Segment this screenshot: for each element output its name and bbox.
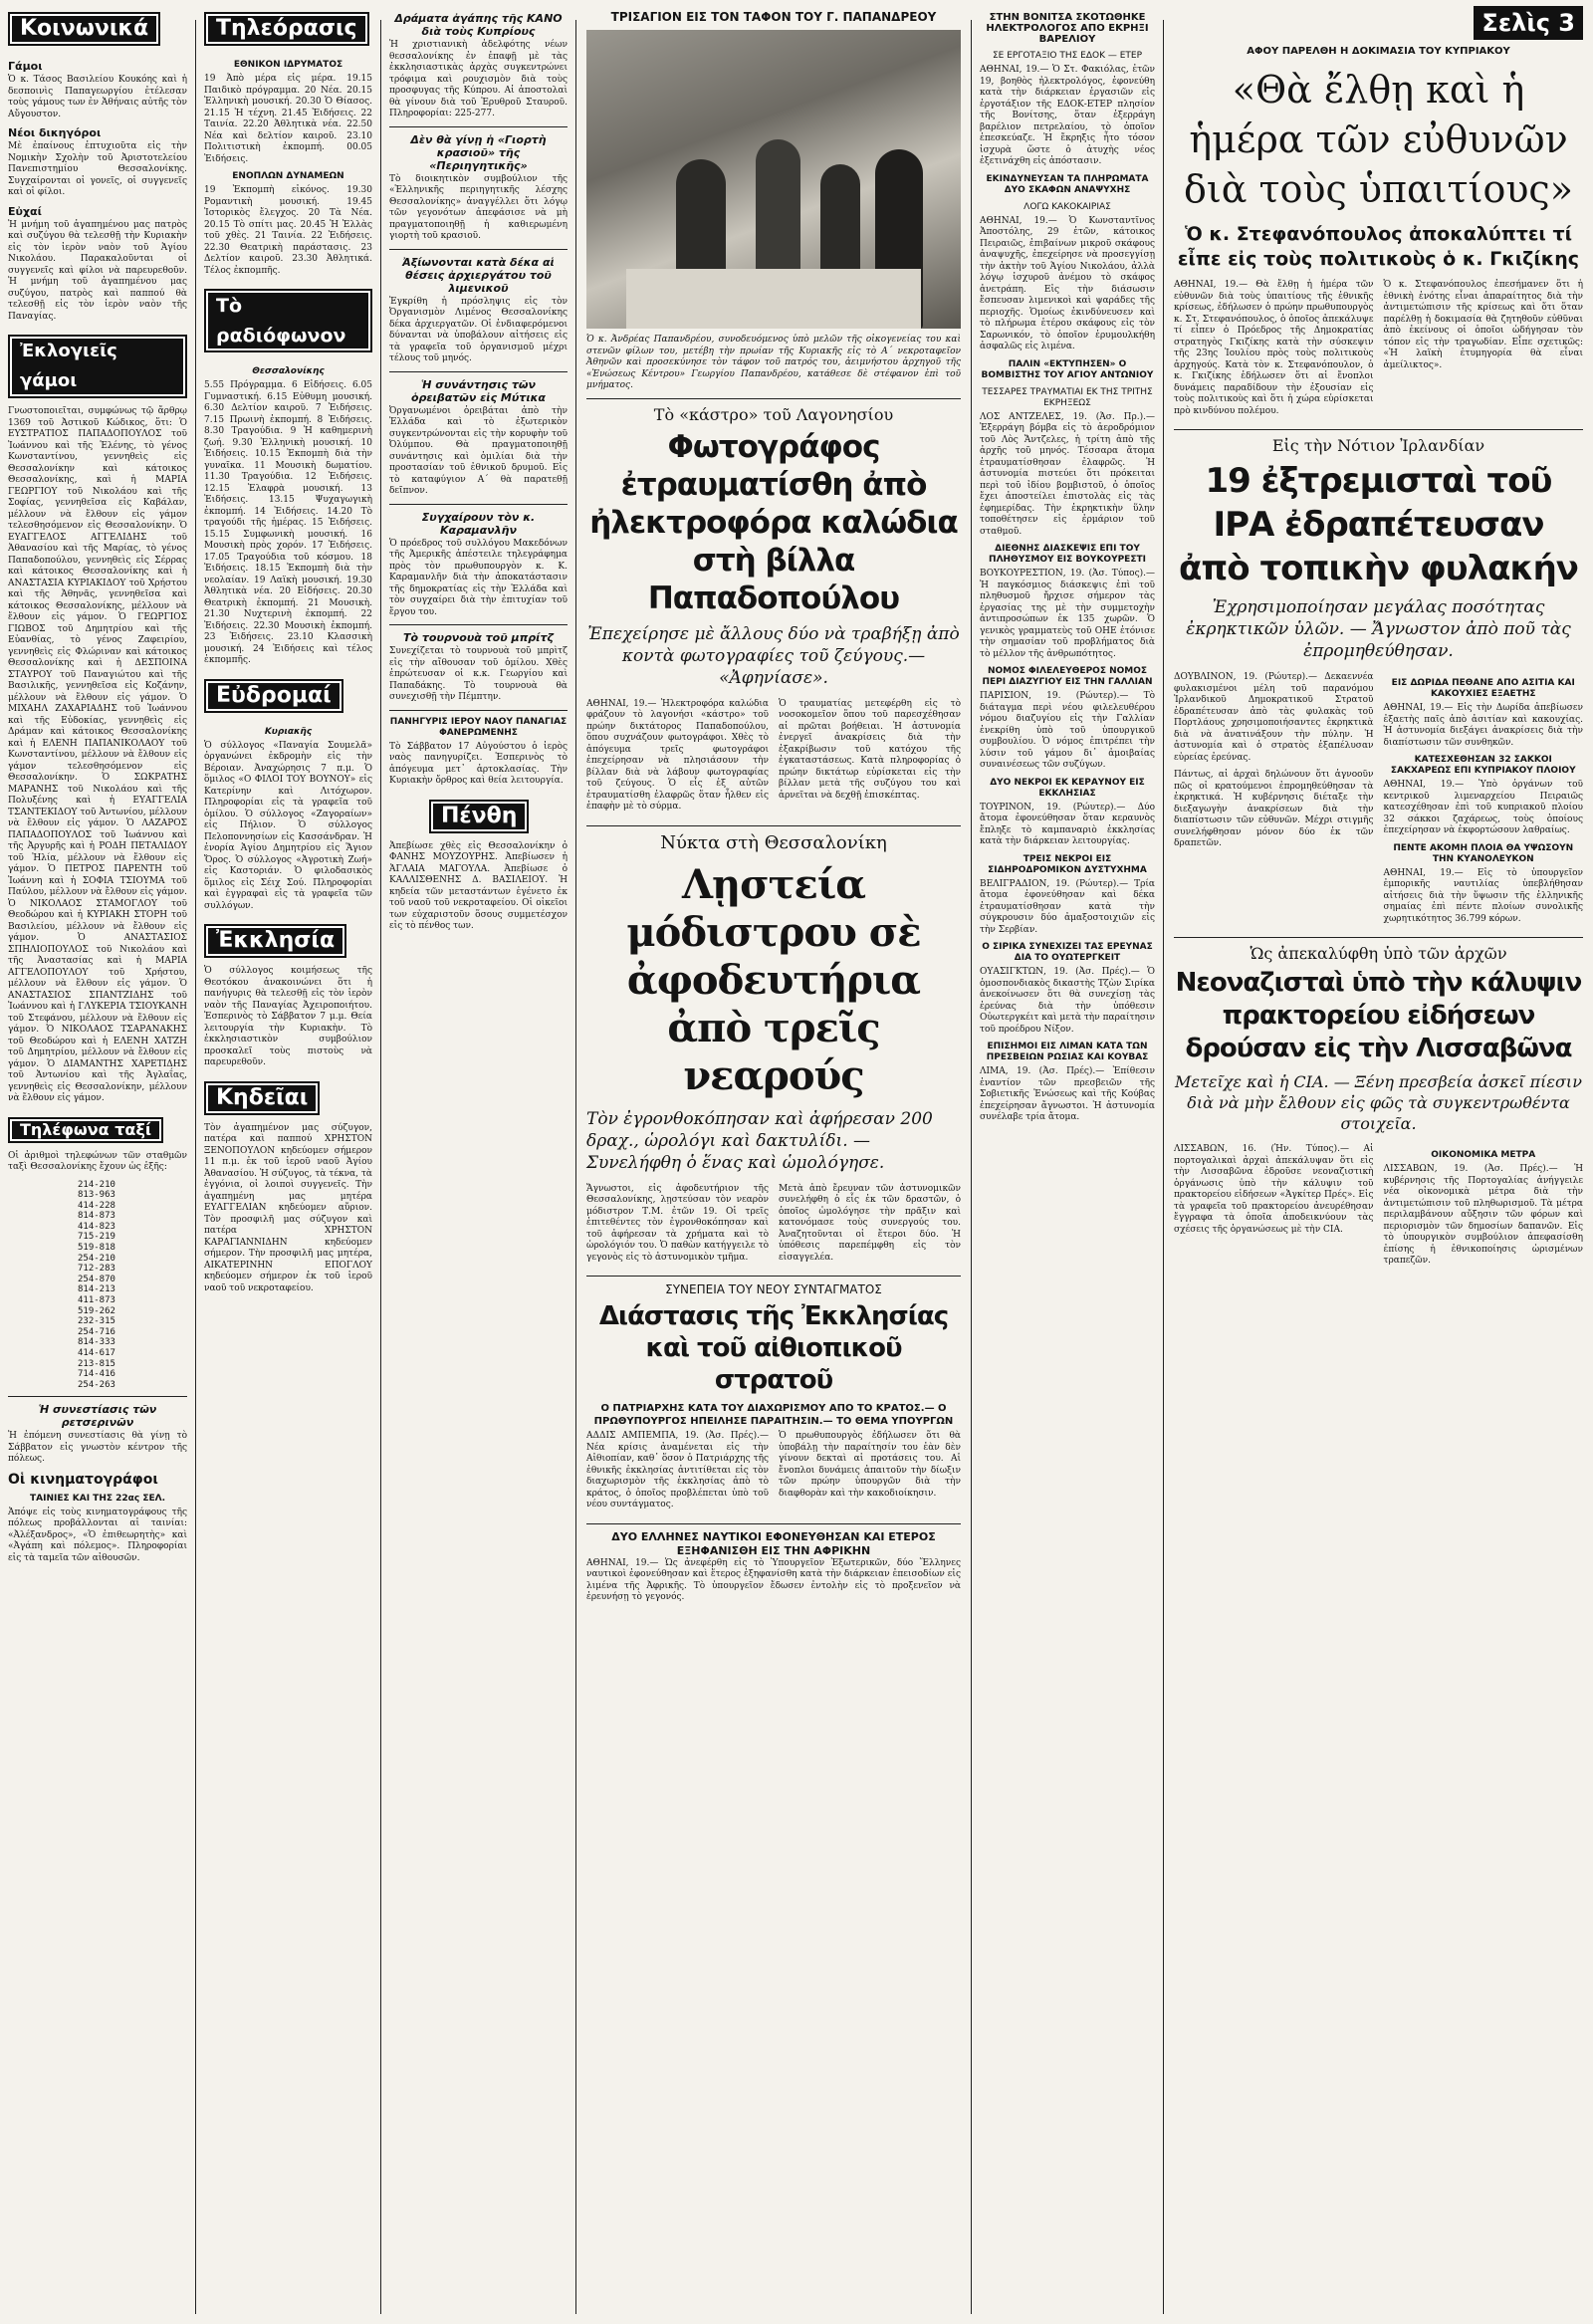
phone-number: 814-213 [78, 1284, 115, 1295]
phone-number: 254-870 [78, 1274, 115, 1284]
banner-radio: Τὸ ραδιόφωνον [204, 289, 372, 352]
reunion-text: Ἡ ἐπόμενη συνεστίασις θὰ γίνῃ τὸ Σάββατον εἰς γνωστὸν κέντρον τῆς πόλεως. [8, 1431, 187, 1465]
phone-number: 715-219 [78, 1232, 115, 1243]
kastro-kicker: Τὸ «κάστρο» τοῦ Λαγονησίου [653, 404, 894, 424]
photo-grave [626, 269, 921, 329]
lima-headline: ΕΠΙΣΗΜΟΙ ΕΙΣ ΛΙΜΑΝ ΚΑΤΑ ΤΩΝ ΠΡΕΣΒΕΙΩΝ ΡΩΣΙΑΣ ΚΑΙ ΚΟΥΒΑΣ [986, 1042, 1149, 1062]
port-text: Ἐγκρίθη ἡ πρόσληψις εἰς τὸν Ὀργανισμὸν Λιμένος Θεσσαλονίκης δέκα ἀρχιεργατῶν. Οἱ ἐνδιαφερόμενοι δύνανται νὰ ὑποβάλουν αἰτήσεις εἰς τὰ γραφεῖα τοῦ ὀργανισμοῦ μέχρι τέλους τοῦ μηνός. [389, 296, 568, 363]
banner-trips: Εὐδρομαί [204, 679, 343, 713]
column-news-briefs [972, 0, 1163, 2324]
phone-number: 519-262 [78, 1305, 115, 1316]
divider [389, 249, 568, 250]
phone-number: 813-963 [78, 1190, 115, 1201]
tv-yened-title: ΕΝΟΠΛΩΝ ΔΥΝΑΜΕΩΝ [232, 171, 344, 181]
weddings-text: Ὁ κ. Τάσος Βασιλείου Κουκόης καὶ ἡ δεσποινὶς Παπαγεωργίου ἐτέλεσαν τοὺς γάμους των ἐν Ἀθήναις αὐτῆς τὸν Αὔγουστον. [8, 75, 187, 119]
radio-text: 5.55 Πρόγραμμα. 6 Εἰδήσεις. 6.05 Γυμναστική. 6.15 Εὐθυμη μουσική. 6.30 Δελτίον καιροῦ. 7 Ἐιδήσεις. 7.15 Πρωινὴ ἐκπομπή. 8 Ἐιδήσεις. 8.30 Τραγούδια. 9 Ἡ καθημερινὴ ζωή. 9.30 Ἐλληνικὴ μουσική. 10 Ἐιδήσεις. 10.15 Ἐκπομπὴ διὰ τὴν γυναῖκα. 11 Μουσικὴ δωματίου. 11.30 Τραγούδια. 12 Ἐιδήσεις. 12.15 Ἐλαφρὰ μουσική. 13 Ἐιδήσεις. 13.15 Ψυχαγωγικὴ ἐκπομπή. 14 Ἐιδήσεις. 14.20 Τὸ τραγούδι τῆς ἡμέρας. 15 Ἐιδήσεις. 15.15 Συμφωνικὴ μουσική. 16 Μουσικὴ πρὸς χορόν. 17 Ἐιδήσεις. 17.05 Τραγούδια τοῦ κόσμου. 18 Ἐιδήσεις. 18.15 Ἐκπομπὴ διὰ τὴν νεολαίαν. 19 Λαϊκὴ μουσική. 19.30 Ἀθλητικὰ νέα. 20 Εἰδήσεις. 20.30 Θεατρικὴ ἐκπομπή. 21 Μουσικὴ. 21.30 Νυχτερινὴ ἐκπομπή. 22 Ἐιδήσεις. 22.30 Μουσικὴ ἐκπομπή. 23 Ἐιδήσεις. 23.10 Κλασσικὴ μουσική. 24 Ἐιδήσεις καὶ τέλος ἐκπομπῆς. [204, 380, 372, 665]
column-briefs [381, 0, 575, 2324]
population-headline: ΔΙΕΘΝΗΣ ΔΙΑΣΚΕΨΙΣ ΕΠΙ ΤΟΥ ΠΛΗΘΥΣΜΟΥ ΕΙΣ ΒΟΥΚΟΥΡΕΣΤΙ [989, 544, 1146, 565]
divider [389, 624, 568, 625]
divider [8, 1396, 187, 1397]
boats-text: ΑΘΗΝΑΙ, 19.— Ὁ Κωνσταντῖνος Ἀποστόλης, 29 ἐτῶν, κάτοικος Πειραιῶς, ἐπιβαίνων μικροῦ σκάφους ἀναψυχῆς, ἐπεχείρησε νὰ προσεγγίσῃ τὴν ἀκτὴν τοῦ Ἁγίου Νικολάου, ἀλλὰ λόγῳ ἰσχυροῦ ἀνέμου τὸ σκάφος ἀνετράπη. Εἰς τὴν διάσωσιν ἔσπευσαν λιμενικοὶ καὶ ψαράδες τῆς περιοχῆς. Ὁμοίως ἐκινδύνευσεν καὶ τὸ πλήρωμα ἑτέρου σκάφους εἰς τὸν Σαρωνικόν, τὸ ὁποῖον ἐρυμουλκήθη ἀσφαλῶς εἰς λιμένα. [980, 215, 1155, 351]
ira-subhead: Ἐχρησιμοποίησαν μεγάλας ποσότητας ἐκρηκτικῶν ὑλῶν. — Ἄγνωστον ἀπὸ ποῦ τὰς ἐπρομηθεύθησαν. [1186, 597, 1571, 661]
trips-text: Ὁ σύλλογος «Παναγία Σουμελᾶ» ὀργανώνει ἐκδρομὴν εἰς τὴν Βέροιαν. Ἀναχώρησις 7 π.μ. Ὁ ὅμιλος «Ο ΦΙΛΟΙ ΤΟΥ ΒΟΥΝΟΥ» εἰς Κατερίνην καὶ Λιτόχωρον. Πληροφορίαι εἰς τὰ γραφεῖα τοῦ ὁμίλου. Ὁ σύλλογος «Ζαγοραίων» εἰς Πήλιον. Ὁ σύλλογος Πελοποννησίων εἰς Κασσάνδραν. Ἡ ἐνορία Ἁγίου Δημητρίου εἰς Ἅγιον Ὄρος. Ὁ σύλλογος «Ἀγροτικὴ Ζωή» εἰς Καστοριάν. Ὁ φιλοδασικὸς ὅμιλος εἰς Σέιχ Σού. Πληροφορίαι καὶ ἐγγραφαὶ εἰς τὰ γραφεῖα τῶν συλλόγων. [204, 740, 372, 911]
night-kicker: Νύκτα στὴ Θεσσαλονίκη [660, 831, 887, 853]
phone-number: 411-873 [78, 1295, 115, 1306]
port-title: Ἀξίωνονται κατὰ δέκα αἱ θέσεις ἀρχιεργάτου τοῦ λιμενικοῦ [402, 255, 555, 295]
column-page3 [1164, 0, 1593, 2324]
ethiopia-subhead: Ο ΠΑΤΡΙΑΡΧΗΣ ΚΑΤΑ ΤΟΥ ΔΙΑΧΩΡΙΣΜΟΥ ΑΠΟ ΤΟ ΚΡΑΤΟΣ.— Ο ΠΡΩΘΥΠΟΥΡΓΟΣ ΗΠΕΙΛΗΣΕ ΠΑΡΑΙΤΗΣΙΝ.— ΤΟ ΘΕΜΑ ΥΠΟΥΡΓΩΝ [593, 1403, 954, 1427]
constitution-kicker: ΣΥΝΕΠΕΙΑ ΤΟΥ ΝΕΟΥ ΣΥΝΤΑΓΜΑΤΟΣ [665, 1282, 882, 1296]
taxi-intro: Οἱ ἀριθμοὶ τηλεφώνων τῶν σταθμῶν ταξὶ Θεσσαλονίκης ἔχουν ὡς ἑξῆς: [8, 1150, 187, 1172]
lisbon-story-a: ΛΙΣΣΑΒΩΝ, 16. (Ἡν. Τύπος).— Αἱ πορτογαλικαὶ ἀρχαὶ ἀπεκάλυψαν ὅτι εἰς τὴν Λισσαβῶνα ἐδροῦσε νεοναζιστικὴ ὀργάνωσις ὑπὸ τὴν κάλυψιν τοῦ πρακτορείου εἰδήσεων «Ἀγκίτερ Πρές». Εἰς τὰ γραφεῖα τοῦ πρακτορείου ἀνευρέθησαν ἔγγραφα τὰ ὁποῖα ἀποδεικνύουν τὰς σχέσεις τῆς ὀργανώσεως μὲ τὴν CIA. [1174, 1144, 1374, 1235]
bonitsa-text: ΑΘΗΝΑΙ, 19.— Ὁ Στ. Φακιόλας, ἐτῶν 19, βοηθὸς ἠλεκτρολόγος, ἐφονεύθη κατὰ τὴν διάρκειαν ἐργασιῶν εἰς ἐργοτάξιον τῆς ΕΔΟΚ-ΕΤΕΡ πλησίον τῆς Βονίτσης, ὅταν ἐξερράγη βαρέλιον πετρελαίου, τὸ ὁποῖον ἐπεσκεύαζε. Ἡ ἔκρηξις ἦτο τόσον ἰσχυρὰ ὥστε ὁ ἀτυχὴς νέος ἐξετινάχθη εἰς ἀπόστασιν. [980, 65, 1155, 166]
ethiopia-headline: Διάστασις τῆς Ἐκκλησίας καὶ τοῦ αἰθιοπικοῦ στρατοῦ [598, 1301, 949, 1395]
cemetery-photo [586, 30, 961, 329]
funerals-text: Τὸν ἀγαπημένον μας σύζυγον, πατέρα καὶ παππού ΧΡΗΣΤΟΝ ΞΕΝΟΠΟΥΛΟΝ κηδεύομεν σήμερον 11 π.μ. ἐκ τοῦ ἱεροῦ ναοῦ Ἁγίου Ἀθανασίου. Ἡ σύζυγος, τὰ τέκνα, τὰ ἐγγόνια, οἱ λοιποὶ συγγενεῖς. Τὴν ἀγαπημένη μας μητέρα ΕΥΑΓΓΕΛΙΑΝ κηδεύομεν αὔριον. Τὸν προσφιλῆ μας σύζυγον καὶ πατέρα ΧΡΗΣΤΟΝ ΚΑΡΑΓΙΑΝΝΙΔΗΝ κηδεύομεν σήμερον. Τὴν προσφιλῆ μας μητέρα, ΑΙΚΑΤΕΡΙΝΗΝ ΕΠΟΓΛΟΥ κηδεύομεν σήμερον ἐκ τοῦ ἱεροῦ ναοῦ τοῦ νεκροταφείου. [204, 1122, 372, 1293]
feast-title: ΠΑΝΗΓΥΡΙΣ ΙΕΡΟΥ ΝΑΟΥ ΠΑΝΑΓΙΑΣ ΦΑΝΕΡΩΜΕΝΗΣ [389, 716, 568, 738]
phone-number: 712-283 [78, 1264, 115, 1275]
ireland-kicker: Εἰς τὴν Νότιον Ἰρλανδίαν [1271, 436, 1485, 455]
stefanopoulos-story-b: Ὁ κ. Στεφανόπουλος ἐπεσήμανεν ὅτι ἡ ἐθνικὴ ἑνότης εἶναι ἀπαραίτητος διὰ τὴν ἀντιμετώπισιν τῆς κρίσεως καὶ ὅτι ὅταν παρέλθῃ ἡ δοκιμασία θὰ ζητηθοῦν εὐθῦναι ἀπὸ ἐκείνους οἱ ὁποῖοι ὡδήγησαν τὸν τόπον εἰς τὴν τραγωδίαν. Εἶπε σχετικῶς: «Ἡ λαϊκὴ ἐτυμηγορία θὰ εἶναι ἀμείλικτος». [1383, 280, 1583, 370]
phone-number: 814-333 [78, 1337, 115, 1348]
wishes-text: Ἡ μνήμη τοῦ ἀγαπημένου μας πατρὸς καὶ συζύγου θὰ τελεσθῇ τὴν Κυριακὴν εἰς τὸν ἱερὸν ναὸν τοῦ Ἁγίου Νικολάου. Παρακαλοῦνται οἱ συγγενεῖς καὶ φίλοι νὰ παρευρεθοῦν. Ἡ μνήμη τοῦ ἀγαπημένου μας συζύγου, πατρὸς καὶ παππού θὰ τελεσθῇ εἰς τὸν ἱερὸν ναὸν τῆς Παναγίας. [8, 219, 187, 322]
radio-subtitle: Θεσσαλονίκης [252, 366, 325, 376]
phone-number: 414-228 [78, 1200, 115, 1211]
banner-church: Ἐκκλησία [204, 924, 346, 958]
phone-number: 213-815 [78, 1358, 115, 1369]
phone-number: 714-416 [78, 1369, 115, 1380]
divider [389, 371, 568, 372]
lima-text: ΛΙΜΑ, 19. (Ἀσ. Πρές).— Ἐπίθεσιν ἐναντίον τῶν πρεσβειῶν τῆς Σοβιετικῆς Ἑνώσεως καὶ τῆς Κούβας ἐπεχείρησαν ἄγνωστοι. Ἡ ἀστυνομία συνέλαβε τρία ἄτομα. [980, 1066, 1155, 1122]
trips-subtitle: Κυριακῆς [264, 726, 313, 737]
taxi-phone-list [8, 1180, 187, 1391]
page-number-tag: Σελὶς 3 [1474, 6, 1583, 40]
tv-eir-text: 19 Ἀπὸ μέρα εἰς μέρα. 19.15 Παιδικὸ πρόγραμμα. 20 Νέα. 20.15 Ἐλληνικὴ μουσική. 20.30 Ὁ Θίασος. 21.15 Ἡ τέχνη. 21.45 Ἐιδήσεις. 22 Ταινία. 22.20 Ἀθλητικὰ νέα. 22.50 Νέα καὶ δελτίον καιροῦ. 23.10 Πολιτιστικὴ ἐκπομπή. 00.05 Ἐιδήσεις. [204, 74, 372, 164]
divider [389, 710, 568, 711]
bomber-kicker: ΤΕΣΣΑΡΕΣ ΤΡΑΥΜΑΤΙΑΙ ΕΚ ΤΗΣ ΤΡΙΤΗΣ ΕΚΡΗΞΕΩΣ [982, 386, 1153, 408]
climbers-text: Ὀργανωμένοι ὁρειβάται ἀπὸ τὴν Ἑλλάδα καὶ τὸ ἐξωτερικὸν συγκεντρώνονται εἰς τὴν κορυφὴν τοῦ Ὀλύμπου. Θὰ πραγματοποιηθῇ συνάντησις καὶ ὁμιλίαι διὰ τὴν προστασίαν τοῦ ἐθνικοῦ δρυμοῦ. Εἰς τὸ καταφύγιον Α΄ θὰ παρατεθῇ δεῖπνον. [389, 405, 568, 496]
divider [586, 1523, 961, 1524]
photographer-headline: Φωτογράφος ἐτραυματίσθη ἀπὸ ἠλεκτροφόρα καλώδια στὴ βίλλα Παπαδοπούλου [589, 428, 958, 616]
bomber-text: ΛΟΣ ΑΝΤΖΕΛΕΣ, 19. (Ἀσ. Πρ.).— Ἐξερράγη βόμβα εἰς τὸ ἀεροδρόμιον τοῦ Λὸς Ἄντζελες, ἡ τρίτη ἀπὸ τῆς ἀρχῆς τοῦ μηνός. Τέσσαρα ἄτομα ἐτραυματίσθησαν ἐλαφρῶς. Ἡ ἀστυνομία πιστεύει ὅτι πρόκειται περὶ τοῦ ἰδίου βομβιστοῦ, ὁ ὁποῖος ἔχει ἀποστείλει ἐπιστολὰς εἰς τὰς ἐφημερίδας. Τὴν ἐκρηκτικὴν ὕλην τοποθέτησεν εἰς ἐρμάριον τοῦ σταθμοῦ. [980, 411, 1155, 537]
divider [586, 1276, 961, 1277]
ethiopia-story-a: ΑΔΔΙΣ ΑΜΠΕΜΠΑ, 19. (Ἀσ. Πρές).— Νέα κρίσις ἀναμένεται εἰς τὴν Αἰθιοπίαν, καθ᾽ ὅσον ὁ Πατριάρχης τῆς ἐθνικῆς ἐκκλησίας ἀντιτίθεται εἰς τὸν διαχωρισμὸν τῆς ἐκκλησίας ἀπὸ τὸ κράτος, ὁ ὁποῖος προβλέπεται ὑπὸ τοῦ νέου συντάγματος. [586, 1431, 769, 1510]
mourning-text: Ἀπεβίωσε χθὲς εἰς Θεσσαλονίκην ὁ ΦΑΝΗΣ ΜΟΥΖΟΥΡΗΣ. Ἀπεβίωσεν ἡ ἈΓΛΑΙΑ ΜΑΓΟΥΛΑ. Ἀπεβίωσε ὁ ΚΑΛΛΙΣΘΕΝΗΣ Δ. ΒΑΣΙΛΕΙΟΥ. Ἡ κηδεία τῶν μεταστάντων ἐγένετο ἐκ τοῦ ναοῦ τοῦ νεκροταφείου. Οἱ οἰκεῖοι των εὐχαριστοῦν ὅσους συμμετέσχον εἰς τὸ πένθος των. [389, 840, 568, 931]
train-text: ΒΕΛΙΓΡΑΔΙΟΝ, 19. (Ρώυτερ).— Τρία ἄτομα ἐφονεύθησαν καὶ δέκα ἐτραυματίσθησαν κατὰ τὴν σύγκρουσιν δύο ἀμαξοστοιχιῶν εἰς τὴν Σερβίαν. [980, 878, 1155, 935]
ira-headline: 19 ἐξτρεμισταὶ τοῦ ΙΡΑ ἐδραπέτευσαν ἀπὸ τοπικὴν φυλακήν [1179, 461, 1578, 588]
section-wishes-title: Εὐχαί [8, 204, 42, 218]
ethiopia-story-b: Ὁ πρωθυπουργὸς ἐδήλωσεν ὅτι θὰ ὑποβάλῃ τὴν παραίτησίν του ἐὰν δὲν γίνουν δεκταὶ αἱ προτάσεις του. Αἱ ἔνοπλοι δυνάμεις ἀπαιτοῦν τὴν δίωξιν τῶν πρώην ὑπουργῶν διὰ τὴν διαφθορὰν καὶ τὴν κακοδιοίκησιν. [779, 1431, 961, 1499]
stefanopoulos-story [1174, 280, 1583, 423]
sugar-headline: ΚΑΤΕΣΧΕΘΗΣΑΝ 32 ΣΑΚΚΟΙ ΣΑΚΧΑΡΕΩΣ ΕΠΙ ΚΥΠΡΙΑΚΟΥ ΠΛΟΙΟΥ [1390, 755, 1576, 776]
column-social [0, 0, 195, 2324]
lightning-text: ΤΟΥΡΙΝΟΝ, 19. (Ρώυτερ).— Δύο ἄτομα ἐφονεύθησαν ὅταν κεραυνὸς ἔπληξε τὸ καμπαναριὸ ἐκκλησίας κατὰ τὴν διάρκειαν λειτουργίας. [980, 802, 1155, 846]
lawyers-text: Μὲ ἐπαίνους ἐπτυχιοῦτα εἰς τὴν Νομικὴν Σχολὴν τοῦ Ἀριστοτελείου Πανεπιστημίου Θεσσαλονίκης. Συγχαίρονται οἱ γονεῖς, οἱ συγγενεῖς καὶ οἱ φίλοι. [8, 141, 187, 197]
section-lawyers-title: Νέοι δικηγόροι [8, 126, 102, 139]
robbery-headline: Λῃστεία μόδιστρου σὲ ἀφοδευτήρια ἀπὸ τρεῖς νεαρούς [626, 860, 921, 1099]
church-text: Ὁ σύλλογος κοιμήσεως τῆς Θεοτόκου ἀνακοινώνει ὅτι ἡ πανήγυρις θὰ τελεσθῇ εἰς τὸν ἱερὸν ναὸν τῆς Παναγίας Ἀχειροποιήτου. Ἑσπερινὸς τὸ Σάββατον 7 μ.μ. Θεία λειτουργία τὴν Κυριακὴν. Τὸ ἐκκλησιαστικὸν συμβούλιον προσκαλεῖ τοὺς πιστοὺς νὰ παρευρεθοῦν. [204, 966, 372, 1067]
phone-number: 519-818 [78, 1243, 115, 1254]
ships-text: ΑΘΗΝΑΙ, 19.— Εἰς τὸ ὑπουργεῖον ἐμπορικῆς ναυτιλίας ὑπεβλήθησαν αἰτήσεις διὰ τὴν ὕψωσιν τῆς ἑλληνικῆς σημαίας ἐπὶ πέντε πλοίων συνολικῆς χωρητικότητος 36.799 κόρων. [1383, 867, 1583, 924]
climbers-title: Ἡ συνάντησις τῶν ὁρειβατῶν εἰς Μύτικα [411, 377, 546, 404]
feast-text: Τὸ Σάββατον 17 Αὐγούστου ὁ ἱερὸς ναὸς πανηγυρίζει. Ἑσπερινὸς τὸ ἀπόγευμα μετ᾽ ἀρτοκλασίας. Τὴν Κυριακὴν ὄρθρος καὶ θεία λειτουργία. [389, 741, 568, 786]
sailors-text: ΑΘΗΝΑΙ, 19.— Ὡς ἀνεφέρθη εἰς τὸ Ὑπουργεῖον Ἐξωτερικῶν, δύο Ἕλληνες ναυτικοὶ ἐφονεύθησαν καὶ ἕτερος ἐξηφανίσθη κατὰ τὴν διάρκειαν ἐπεισοδίων εἰς λιμένα τῆς Ἀφρικῆς. Τὸ ὑπουργεῖον ἔδωσεν ἐντολὴν εἰς τὸ προξενεῖον νὰ ἐρευνήσῃ τὸ γεγονός. [586, 1557, 961, 1602]
phone-number: 814-873 [78, 1211, 115, 1222]
sailors-headline: ΔΥΟ ΕΛΛΗΝΕΣ ΝΑΥΤΙΚΟΙ ΕΦΟΝΕΥΘΗΣΑΝ ΚΑΙ ΕΤΕΡΟΣ ΕΞΗΦΑΝΙΣΘΗ ΕΙΣ ΤΗΝ ΑΦΡΙΚΗΝ [611, 1529, 936, 1557]
divorce-text: ΠΑΡΙΣΙΟΝ, 19. (Ρώυτερ).— Τὸ διάταγμα περὶ νέου φιλελευθέρου νόμου διαζυγίου εἰς τὴν Γαλλίαν ἐνεκρίθη ὑπὸ τοῦ ὑπουργικοῦ συμβουλίου. Ὁ νόμος ἐπιτρέπει τὴν λύσιν τοῦ γάμου δι᾽ ἀμοιβαίας συναινέσεως τῶν συζύγων. [980, 691, 1155, 770]
divider [1174, 937, 1583, 938]
congrats-text: Ὁ πρόεδρος τοῦ συλλόγου Μακεδόνων τῆς Ἀμερικῆς ἀπέστειλε τηλεγράφημα πρὸς τὸν πρωθυπουργὸν κ. Κ. Καραμανλῆν διὰ τὴν ἀποκατάστασιν τῆς δημοκρατίας εἰς τὴν Ἑλλάδα καὶ τὸν συγχαίρει διὰ τὴν ἐπιτυχίαν τοῦ ἔργου του. [389, 538, 568, 617]
divider [389, 504, 568, 505]
photographer-story-b: Ὁ τραυματίας μετεφέρθη εἰς τὸ νοσοκομεῖον ὅπου τοῦ παρεσχέθησαν αἱ πρῶται βοήθειαι. Ἡ ἀστυνομία ἐνεργεῖ ἀνακρίσεις διὰ τὴν ἐξακρίβωσιν τοῦ κατόχου τῆς ἐγκαταστάσεως. Κατὰ πληροφορίας ὁ πρώην δικτάτωρ εὑρίσκεται εἰς τὴν βίλλαν μετὰ τῆς συζύγου του καὶ ἀρνεῖται νὰ δεχθῇ ἐπισκέπτας. [779, 698, 961, 801]
bridge-text: Συνεχίζεται τὸ τουρνουὰ τοῦ μπρὶτζ εἰς τὴν αἴθουσαν τοῦ ὁμίλου. Χθὲς ἐπρώτευσαν οἱ κ.κ. Γεωργίου καὶ Παπαδάκης. Τὸ τουρνουὰ θὰ συνεχισθῇ τὴν Πέμπτην. [389, 646, 568, 702]
tv-yened-text: 19 Ἐκπομπὴ εἰκόνος. 19.30 Ρομαντικὴ μουσική. 19.45 Ἰστορικὸς ἔλεγχος. 20 Τὰ Νέα. 20.15 Τὸ σπίτι μας. 20.45 Ἡ Ἑλλὰς τοῦ χθὲς. 21 Ταινία. 22 Ἐιδήσεις. 22.30 Θεατρικὴ παράστασις. 23 Δελτίον καιροῦ. 23.30 Ἀθλητικά. Τέλος ἐκπομπῆς. [204, 185, 372, 276]
divider [586, 825, 961, 826]
robbery-story [586, 1184, 961, 1271]
stefanopoulos-subhead: Ὁ κ. Στεφανόπουλος ἀποκαλύπτει τί εἶπε εἰς τοὺς πολιτικοὺς ὁ κ. Γκιζίκης [1177, 223, 1580, 270]
cyprus-kicker: ΑΦΟΥ ΠΑΡΕΛΘΗ Η ΔΟΚΙΜΑΣΙΑ ΤΟΥ ΚΥΠΡΙΑΚΟΥ [1247, 46, 1510, 57]
photographer-story-a: ΑΘΗΝΑΙ, 19.— Ἠλεκτροφόρα καλώδια φράζουν τὸ λαγονήσι «κάστρο» τοῦ πρώην δικτάτορος Παπαδοπούλου, ὅπου συχνάζουν φωτογράφοι. Χθὲς τὸ ἀπόγευμα τρεῖς φωτογράφοι ἐπεχείρησαν νὰ πλησιάσουν τὴν βίλλαν διὰ νὰ λάβουν φωτογραφίας τοῦ ζεύγους. Ὁ εἷς ἐξ αὐτῶν ἐτραυματίσθη ἐλαφρῶς ὅταν ἦλθεν εἰς ἐπαφὴν μὲ τὸ σύρμα. [586, 698, 769, 812]
banner-funerals: Κηδεῖαι [204, 1081, 320, 1115]
photographer-story [586, 699, 961, 819]
ships-headline: ΠΕΝΤΕ ΑΚΟΜΗ ΠΛΟΙΑ ΘΑ ΥΨΩΣΟΥΝ ΤΗΝ ΚΥΑΝΟΛΕΥΚΟΝ [1393, 842, 1574, 864]
bonitsa-headline: ΣΤΗΝ ΒΟΝΙΤΣΑ ΣΚΟΤΩΘΗΚΕ ΗΛΕΚΤΡΟΛΟΓΟΣ ΑΠΟ ΕΚΡΗΞΙ ΒΑΡΕΛΙΟΥ [986, 12, 1149, 45]
divider [389, 126, 568, 127]
cinemas-subtitle: ΤΑΙΝΙΕΣ ΚΑΙ ΤΗΣ 22ας ΣΕΛ. [30, 1493, 165, 1504]
cinemas-text: Ἀπόψε εἰς τοὺς κινηματογράφους τῆς πόλεως προβάλλονται αἱ ταινίαι: «Ἀλέξανδρος», «Ὁ ἐπιθεωρητὴς» καὶ «Ἀγάπη καὶ πόλεμος». Πληροφορίαι εἰς τὰ ταμεῖα τῶν αἰθουσῶν. [8, 1507, 187, 1563]
robbery-story-a: Ἄγνωστοι, εἰς ἀφοδευτήριον τῆς Θεσσαλονίκης, λῃστεύσαν τὸν νεαρὸν μόδιστρον Τ.Μ. ἐτῶν 19. Οἱ τρεῖς ἐπιτεθέντες τὸν ἐγρονθοκόπησαν καὶ τοῦ ἀφήρεσαν τὰ χρήματα καὶ τὸ ὡρολόγιόν του. Ὁ παθὼν κατήγγειλε τὸ γεγονὸς εἰς τὸ ἀστυνομικὸν τμῆμα. [586, 1183, 769, 1263]
boats-kicker: ΛΟΓΩ ΚΑΚΟΚΑΙΡΙΑΣ [1024, 201, 1111, 212]
divider [1174, 429, 1583, 430]
robbery-subhead: Τὸν ἐγρονθοκόπησαν καὶ ἀφήρεσαν 200 δραχ., ὡρολόγι καὶ δακτυλίδι. — Συνελήφθη ὁ ἕνας καὶ ὡμολόγησε. [586, 1108, 933, 1173]
cinemas-title: Οἱ κινηματογράφοι [8, 1471, 158, 1488]
divorce-headline: ΝΟΜΟΣ ΦΙΛΕΛΕΥΘΕΡΟΣ ΝΟΜΟΣ ΠΕΡΙ ΔΙΑΖΥΓΙΟΥ ΕΙΣ ΤΗΝ ΓΑΛΛΙΑΝ [982, 666, 1153, 687]
banner-taxi-phones: Τηλέφωνα ταξί [8, 1117, 163, 1143]
photographer-subhead: Ἐπεχείρησε μὲ ἄλλους δύο νὰ τραβήξῃ ἀπὸ κοντὰ φωτογραφίες τοῦ ζεύγους.— «Ἀφηνίασε». [587, 623, 960, 688]
drama-text: Ἡ χριστιανικὴ ἀδελφότης νέων θεσσαλονίκης ἐν ἐπαφῇ μὲ τὰς ἐκκλησιαστικὰς ἀρχὰς συγκεντρώνει τρόφιμα καὶ ρουχισμὸν διὰ τοὺς προσφυγας τῆς Κύπρου. Αἱ ἀποστολαὶ θὰ γίνουν διὰ τοῦ Ἐρυθροῦ Σταυροῦ. Πληροφορίαι: 225-277. [389, 40, 568, 118]
marriage-notices: Γνωστοποιεῖται, συμφώνως τῷ ἄρθρῳ 1369 τοῦ Ἀστικοῦ Κώδικος, ὅτι: Ὁ ΕΥΣΤΡΑΤΙΟΣ ΠΑΠΑΔΟΠΟΥΛΟΣ τοῦ Ἰωάννου καὶ τῆς Ἑλένης, τὸ γένος Κωνσταντίνου, γεννηθεὶς εἰς Θεσσαλονίκην καὶ κάτοικος Θεσσαλονίκης, καὶ ἡ ΜΑΡΙΑ ΓΕΩΡΓΙΟΥ τοῦ Νικολάου καὶ τῆς Σοφίας, γεννηθεῖσα εἰς Καβάλαν, μέλλουν νὰ ἔλθουν εἰς γάμον τελεσθησόμενον εἰς Θεσσαλονίκην. Ὁ ΕΥΑΓΓΕΛΟΣ ΑΓΓΕΛΙΔΗΣ τοῦ Ἀθανασίου καὶ τῆς Μαρίας, τὸ γένος Παπαδοπούλου, γεννηθεὶς εἰς Σέρρας καὶ κάτοικος Θεσσαλονίκης καὶ ἡ ΑΝΑΣΤΑΣΙΑ ΚΥΡΙΑΚΙΔΟΥ τοῦ Χρήστου καὶ τῆς Ἀθηνᾶς, γεννηθεῖσα καὶ κάτοικος Θεσσαλονίκης, μέλλουν νὰ ἔλθουν εἰς γάμον. Ὁ ΓΕΩΡΓΙΟΣ ΓΙΩΒΟΣ τοῦ Δημητρίου καὶ τῆς Εὐανθίας, τὸ γένος Ζαφειρίου, γεννηθεὶς εἰς Φλώριναν καὶ κάτοικος Θεσσαλονίκης καὶ ἡ ΔΕΣΠΟΙΝΑ ΣΤΑΥΡΟΥ τοῦ Παναγιώτου καὶ τῆς Βασιλικῆς, γεννηθεῖσα εἰς Κοζάνην, μέλλουν νὰ ἔλθουν εἰς γάμον. Ὁ ΜΙΧΑΗΛ ΖΑΧΑΡΙΑΔΗΣ τοῦ Ἰωάννου καὶ τῆς Εὐδοκίας, γεννηθεὶς εἰς Δράμαν καὶ κάτοικος Θεσσαλονίκης καὶ ἡ ΕΛΕΝΗ ΠΑΠΑΝΙΚΟΛΑΟΥ τοῦ Κωνσταντίνου, μέλλουν νὰ ἔλθουν εἰς γάμον τελεσθησόμενον εἰς Θεσσαλονίκην. Ὁ ΣΩΚΡΑΤΗΣ ΜΑΡΑΝΗΣ τοῦ Νικολάου καὶ τῆς Πολυξένης καὶ ἡ ΕΥΑΓΓΕΛΙΑ ΤΣΑΝΤΕΚΙΔΟΥ τοῦ Ἀντωνίου, μέλλουν νὰ ἔλθουν εἰς γάμον. Ὁ ΛΑΖΑΡΟΣ ΠΑΠΑΔΟΠΟΥΛΟΣ τοῦ Ἰωάννου καὶ τῆς Ἀργυρῆς καὶ ἡ ΡΟΔΗ ΠΕΤΑΛΙΔΟΥ τοῦ Ἠλία, μέλλουν νὰ ἔλθουν εἰς γάμον. Ὁ ΠΕΤΡΟΣ ΠΑΡΕΝΤΗ τοῦ Ἰωάννη καὶ ἡ ΣΟΦΙΑ ΤΣΙΟΥΜΑ τοῦ Παύλου, μέλλουν νὰ ἔλθουν εἰς γάμον. Ὁ ΝΙΚΟΛΑΟΣ ΣΤΑΜΟΓΛΟΥ τοῦ Θεοδώρου καὶ ἡ ΚΥΡΙΑΚΗ ΣΤΟΡΗ τοῦ Βασιλείου, μέλλουν νὰ ἔλθουν εἰς γάμον. Ὁ ΑΝΑΣΤΑΣΙΟΣ ΣΠΗΛΙΟΠΟΥΛΟΣ τοῦ Νικολάου καὶ τῆς Ἀναστασίας καὶ ἡ ΜΑΡΙΑ ΑΓΓΕΛΟΠΟΥΛΟΥ τοῦ Χρήστου, μέλλουν νὰ ἔλθουν εἰς γάμον. Ὁ ΑΝΑΣΤΑΣΙΟΣ ΣΠΑΝΤΖΙΔΗΣ τοῦ Ἰωάννου καὶ ἡ ΓΛΥΚΕΡΙΑ ΤΣΙΟΥΚΑΝΗ τοῦ Στεφάνου, μέλλουν νὰ ἔλθουν εἰς γάμον. Ὁ ΝΙΚΟΛΑΟΣ ΤΣΑΡΑΝΑΚΗΣ τοῦ Θεοδώρου καὶ ἡ ΕΛΕΝΗ ΧΑΤΖΗ τοῦ Δημητρίου, μέλλουν νὰ ἔλθουν εἰς γάμον. Ὁ ΔΙΑΜΑΝΤΗΣ ΧΑΡΕΤΙΔΗΣ τοῦ Ἀντωνίου καὶ τῆς Ἀγλαΐας, γεννηθεὶς εἰς Θεσσαλονίκην, μέλλουν νὰ ἔλθουν εἰς γάμον. [8, 406, 187, 1103]
bridge-title: Τὸ τουρνουὰ τοῦ μπρίτζ [403, 631, 554, 644]
phone-number: 414-617 [78, 1348, 115, 1358]
divider [586, 398, 961, 399]
sirica-headline: Ο ΣΙΡΙΚΑ ΣΥΝΕΧΙΖΕΙ ΤΑΣ ΕΡΕΥΝΑΣ ΔΙΑ ΤΟ ΟΥΩΤΕΡΓΚΕΙΤ [982, 942, 1153, 963]
reunion-title: Ἡ συνεστίασις τῶν ρετσερινῶν [38, 1403, 157, 1430]
banner-tv: Τηλεόρασις [204, 12, 369, 46]
lisbon-story-b: ΛΙΣΣΑΒΩΝ, 19. (Ἀσ. Πρές).— Ἡ κυβέρνησις τῆς Πορτογαλίας ἀνήγγειλε νέα οἰκονομικὰ μέτρα διὰ τὴν ἀντιμετώπισιν τοῦ πληθωρισμοῦ. Τὰ μέτρα περιλαμβάνουν αὔξησιν τῶν φόρων καὶ περιορισμὸν τῶν δημοσίων δαπανῶν. Εἰς τὸ ὑπουργικὸν συμβούλιον ἀπεφασίσθη ἐπίσης ἡ ἐθνικοποίησις ὡρισμένων τραπεζῶν. [1383, 1164, 1583, 1266]
stefanopoulos-story-a: ΑΘΗΝΑΙ, 19.— Θὰ ἔλθῃ ἡ ἡμέρα τῶν εὐθυνῶν διὰ τοὺς ὑπαιτίους τῆς ἐθνικῆς κρίσεως, ἐδήλωσεν ὁ πρώην πρωθυπουργὸς κ. Στ. Στεφανόπουλος, ὁ ὁποῖος ἀπεκάλυψε τί εἶπεν ὁ Πρόεδρος τῆς Δημοκρατίας στρατηγὸς Γκιζίκης κατὰ τὴν σύσκεψιν τῆς 23ης Ἰουλίου πρὸς τοὺς πολιτικοὺς ἀρχηγούς. Κατὰ τὸν κ. Στεφανόπουλον, ὁ κ. Γκιζίκης ἐδήλωσεν ὅτι αἱ ἔνοπλοι δυνάμεις παραδίδουν τὴν ἐξουσίαν εἰς τοὺς πολιτικοὺς καὶ ὅτι ἡ χώρα εὑρίσκεται πρὸ κινδύνου πολέμου. [1174, 280, 1374, 416]
boats-headline: ΕΚΙΝΔΥΝΕΥΣΑΝ ΤΑ ΠΛΗΡΩΜΑΤΑ ΔΥΟ ΣΚΑΦΩΝ ΑΝΑΨΥΧΗΣ [986, 173, 1149, 195]
phone-number: 254-210 [78, 1253, 115, 1264]
lisbon-subhead: Μετεῖχε καὶ ἡ CIA. — Ξένη πρεσβεία ἀσκεῖ πίεσιν διὰ νὰ μὴν ἔλθουν εἰς φῶς τὰ συγκεντρωθέντα στοιχεῖα. [1175, 1072, 1582, 1133]
bomber-headline: ΠΑΛΙΝ «ΕΚΤΥΠΗΣΕΝ» Ο ΒΟΜΒΙΣΤΗΣ ΤΟΥ ΑΓΙΟΥ ΑΝΤΩΝΙΟΥ [981, 358, 1154, 380]
wine-fest-title: Δὲν θὰ γίνῃ ἡ «Γιορτὴ κρασιοῦ» τῆς «Περιηγητικῆς» [410, 132, 547, 172]
photo-caption: Ὁ κ. Ἀνδρέας Παπανδρέου, συνοδευόμενος ὑπὸ μελῶν τῆς οἰκογενείας του καὶ στενῶν φίλων του, μετέβη τὴν πρωίαν τῆς Κυριακῆς εἰς τὸ Α΄ νεκροταφεῖον Ἀθηνῶν καὶ προσεκύνησε τὸν τάφον τοῦ πατρός του, ἀειμνήστου ἀρχηγοῦ τῆς «Ἑνώσεως Κέντρου» Γεωργίου Παπανδρέου, κατάθεσε δὲ στέφανον ἐπὶ τοῦ μνήματος. [586, 335, 961, 390]
phone-number: 254-716 [78, 1326, 115, 1337]
drama-title: Δράματα ἀγάπης τῆς ΚΑΝΟ διὰ τοὺς Κυπρίους [394, 12, 563, 38]
photo-headline: ΤΡΙΣΑΓΙΟΝ ΕΙΣ ΤΟΝ ΤΑΦΟΝ ΤΟΥ Γ. ΠΑΠΑΝΔΡΕΟΥ [610, 10, 937, 24]
ira-story-b: Πάντως, αἱ ἀρχαὶ δηλώνουν ὅτι ἀγνοοῦν πῶς οἱ κρατούμενοι ἐπρομηθεύθησαν τὰ ἐκρηκτικά. Ἡ κυβέρνησις διέταξε τὴν διεξαγωγὴν ἀνακρίσεων διὰ τὴν διαπίστωσιν τῶν εὐθυνῶν. Μέχρι στιγμῆς συνελήφθησαν μόνον δύο ἐκ τῶν δραπετῶν. [1174, 770, 1374, 848]
doris-text: ΑΘΗΝΑΙ, 19.— Εἰς τὴν Δωρίδα ἀπεβίωσεν ἐξαετὴς παῖς ἀπὸ ἀσιτίαν καὶ κακουχίας. Ἡ ἀστυνομία διεξάγει ἀνακρίσεις διὰ τὴν διαπίστωσιν τῶν συνθηκῶν. [1383, 703, 1583, 748]
congrats-title: Συγχαίρουν τὸν κ. Καραμανλῆν [421, 510, 536, 537]
lightning-headline: ΔΥΟ ΝΕΚΡΟΙ ΕΚ ΚΕΡΑΥΝΟΥ ΕΙΣ ΕΚΚΛΗΣΙΑΣ [990, 777, 1145, 799]
column-listings [196, 0, 380, 2324]
population-text: ΒΟΥΚΟΥΡΕΣΤΙΟΝ, 19. (Ἀσ. Τύπος).— Ἡ παγκόσμιος διάσκεψις ἐπὶ τοῦ πληθυσμοῦ ἤρχισε σήμερον τὰς ἐργασίας της μὲ τὴν συμμετοχὴν ἀντιπροσώπων ἐκ 135 χωρῶν. Ὁ γενικὸς γραμματεὺς τοῦ ΟΗΕ ἐτόνισε τὴν σημασίαν τοῦ προβλήματος διὰ τὸ μέλλον τῆς ἀνθρωπότητος. [980, 569, 1155, 659]
phone-number: 414-823 [78, 1221, 115, 1232]
phone-number: 254-263 [78, 1379, 115, 1390]
section-weddings-title: Γάμοι [8, 60, 43, 73]
robbery-story-b: Μετὰ ἀπὸ ἔρευναν τῶν ἀστυνομικῶν συνελήφθη ὁ εἷς ἐκ τῶν δραστῶν, ὁ ὁποῖος ὡμολόγησε τὴν πρᾶξιν καὶ κατονόμασε τοὺς συνεργούς του. Ἀναζητοῦνται οἱ ἕτεροι δύο. Ἡ ὑπόθεσις παρεπέμφθη εἰς τὸν εἰσαγγελέα. [779, 1183, 961, 1263]
doris-headline: ΕΙΣ ΔΩΡΙΔΑ ΠΕΘΑΝΕ ΑΠΟ ΑΣΙΤΙΑ ΚΑΙ ΚΑΚΟΥΧΙΕΣ ΕΞΑΕΤΗΣ [1391, 678, 1575, 699]
tv-eir-title: ΕΘΝΙΚΟΝ ΙΔΡΥΜΑΤΟΣ [233, 60, 343, 70]
sirica-text: ΟΥΑΣΙΓΚΤΩΝ, 19. (Ἀσ. Πρές).— Ὁ ὁμοσπονδιακὸς δικαστὴς Τζὼν Σιρίκα ἀνεκοίνωσεν ὅτι θὰ συνεχίσῃ τὰς ἐρεύνας διὰ τὴν ὑπόθεσιν Οὐωτεργκέιτ καὶ μετὰ τὴν παραίτησιν τοῦ προέδρου Νίξον. [980, 967, 1155, 1035]
banner-social: Κοινωνικά [8, 12, 160, 46]
phone-number: 214-210 [78, 1179, 115, 1190]
lisbon-headline: Νεοναζισταὶ ὑπὸ τὴν κάλυψιν πρακτορείου εἰδήσεων δρούσαν εἰς τὴν Λισσαβῶνα [1175, 968, 1582, 1063]
banner-weddings: Ἐκλογιεῖς γάμοι [8, 335, 187, 398]
sugar-text: ΑΘΗΝΑΙ, 19.— Ὑπὸ ὀργάνων τοῦ κεντρικοῦ λιμεναρχείου Πειραιῶς κατεσχέθησαν ἐπὶ τοῦ κυπριακοῦ πλοίου 32 σάκκοι ζαχάρεως, τοὺς ὁποίους ἐπεχείρησαν νὰ ἐκφορτώσουν λαθραίως. [1383, 780, 1583, 835]
ira-story-a: ΔΟΥΒΛΙΝΟΝ, 19. (Ρώυτερ).— Δεκαεννέα φυλακισμένοι μέλη τοῦ παρανόμου Ἰρλανδικοῦ Δημοκρατικοῦ Στρατοῦ ἐδραπέτευσαν ἀπὸ τὰς φυλακὰς τοῦ Πορτλάους χρησιμοποιήσαντες ἐκρηκτικὰ διὰ νὰ ἀνατινάξουν τὴν πύλην. Ἡ ἀστυνομία καὶ ὁ στρατὸς ἐξαπέλυσαν εὐρείας ἐρεύνας. [1174, 672, 1374, 763]
banner-mourning: Πένθη [429, 800, 529, 833]
phone-number: 232-315 [78, 1316, 115, 1327]
train-headline: ΤΡΕΙΣ ΝΕΚΡΟΙ ΕΙΣ ΣΙΔΗΡΟΔΡΟΜΙΚΟΝ ΔΥΣΤΥΧΗΜΑ [988, 853, 1147, 875]
ira-story [1174, 672, 1583, 931]
column-main [576, 0, 971, 2324]
ethiopia-story [586, 1431, 961, 1517]
stefanopoulos-headline: «Θὰ ἔλθῃ καὶ ἡ ἡμέρα τῶν εὐθυνῶν διὰ τοὺς ὑπαιτίους» [1184, 68, 1573, 211]
wine-fest-text: Τὸ διοικητικὸν συμβούλιον τῆς «Ἑλληνικῆς περιηγητικῆς λέσχης Θεσσαλονίκης» ἀναγγέλλει ὅτι λόγῳ τῶν γεγονότων ἀπεφάσισε νὰ μὴ πραγματοποιηθῇ ἡ καθιερωμένη γιορτὴ τοῦ κρασιοῦ. [389, 173, 568, 241]
lisbon-story [1174, 1144, 1583, 1274]
economic-measures-title: ΟΙΚΟΝΟΜΙΚΑ ΜΕΤΡΑ [1431, 1150, 1536, 1160]
lisbon-kicker: Ὡς ἀπεκαλύφθη ὑπὸ τῶν ἀρχῶν [1250, 944, 1507, 963]
bonitsa-kicker: ΣΕ ΕΡΓΟΤΑΞΙΟ ΤΗΣ ΕΔΟΚ — ΕΤΕΡ [992, 51, 1143, 61]
